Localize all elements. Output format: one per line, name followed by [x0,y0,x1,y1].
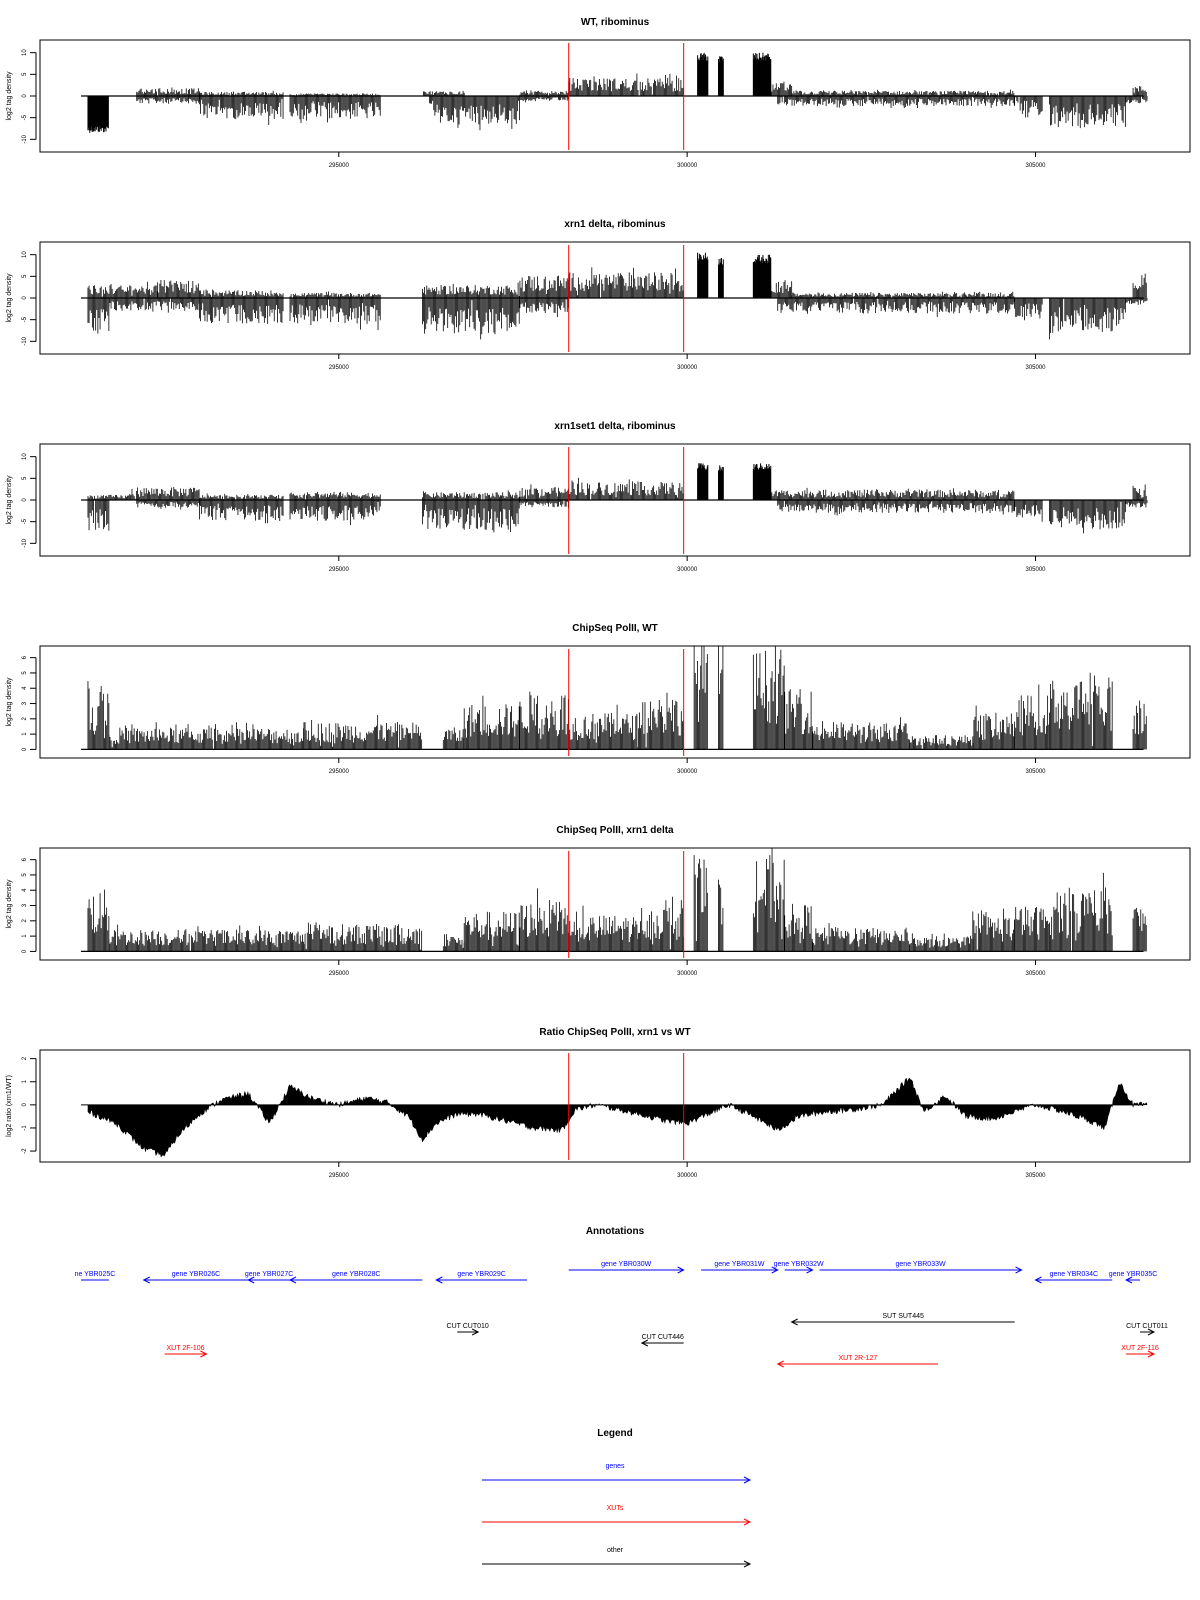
y-axis-label: log2 tag density [6,273,13,323]
y-tick-label: 5 [22,274,28,279]
chart-panel-2 [6,219,1190,371]
x-tick-label: 300000 [677,163,698,169]
y-tick-label: 10 [22,251,28,259]
y-tick-label: 0 [22,498,28,502]
x-tick-label: 305000 [1025,365,1046,371]
y-tick-label: -5 [22,518,28,525]
y-tick-label: -10 [22,538,28,548]
y-tick-label: 0 [22,747,28,752]
y-tick-label: 0 [22,94,28,98]
chart-panel-1 [6,17,1190,169]
y-tick-label: 5 [22,476,28,481]
y-tick-label: 4 [22,686,28,690]
x-tick-label: 305000 [1025,769,1046,775]
panel-title: xrn1set1 delta, ribominus [554,421,676,432]
signal-group [81,53,1147,133]
y-tick-label: -5 [22,316,28,323]
x-tick-label: 300000 [677,769,698,775]
y-tick-label: 6 [22,655,28,660]
chart-panel-4 [6,623,1190,775]
y-tick-label: -5 [22,114,28,121]
x-tick-label: 300000 [677,365,698,371]
y-tick-label: 3 [22,701,28,706]
x-tick-label: 295000 [328,163,349,169]
x-tick-label: 295000 [328,365,349,371]
y-tick-label: 2 [22,717,28,721]
panel-title: WT, ribominus [580,17,650,28]
x-tick-label: 295000 [328,769,349,775]
y-tick-label: 5 [22,671,28,675]
y-tick-label: -10 [22,134,28,144]
panel-title: xrn1 delta, ribominus [564,219,666,230]
panel-title: ChipSeq PolII, WT [572,623,658,634]
signal-group [81,624,1146,749]
y-tick-label: 10 [22,453,28,461]
x-tick-label: 300000 [677,567,698,573]
chart-panel-3 [6,421,1190,573]
y-tick-label: 10 [22,49,28,57]
y-axis-label: log2 tag density [6,677,13,727]
x-tick-label: 305000 [1025,567,1046,573]
signal-group [81,253,1147,340]
y-tick-label: 1 [22,732,28,736]
y-tick-label: 0 [22,296,28,300]
y-tick-label: -10 [22,336,28,346]
signal-group [81,463,1147,533]
y-axis-label: log2 tag density [6,71,13,121]
y-axis-label: log2 tag density [6,475,13,525]
x-tick-label: 305000 [1025,163,1046,169]
x-tick-label: 295000 [328,567,349,573]
y-tick-label: 5 [22,72,28,77]
